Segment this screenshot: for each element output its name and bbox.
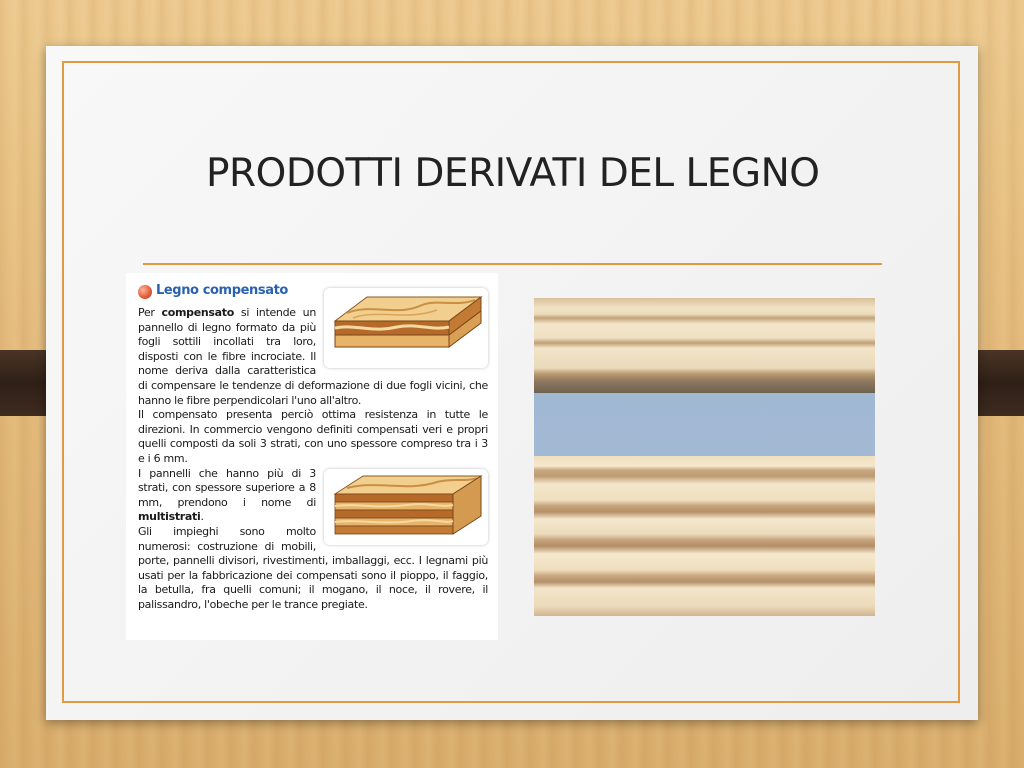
multilayer-plywood-image — [324, 469, 488, 545]
title-divider — [143, 263, 882, 265]
slide-title: PRODOTTI DERIVATI DEL LEGNO — [206, 151, 820, 196]
plywood-board-top — [534, 298, 875, 393]
textbook-heading-text: Legno compensato — [156, 283, 288, 299]
plywood-board-bottom — [534, 456, 875, 616]
textbook-excerpt — [126, 273, 498, 640]
p1-keyword: compensato — [161, 306, 235, 319]
p1-text-c: si intende un pannello di legno formato da più fogli sottili incollati tra loro, disposti con le fibre incrociate. Il nome deriva dalla caratteristica di compensare le tendenze di deformazione di due fogli vicini, che hanno le fibre perpendicolari l'uno all'altro. — [138, 306, 488, 407]
p3-text-a: I pannelli che hanno più di 3 strati, con spessore superiore a 8 mm, prendono i nome di — [138, 466, 316, 509]
three-layer-plywood-image — [324, 288, 488, 368]
heading-bullet-icon — [138, 285, 152, 299]
p3-keyword: multistrati — [138, 510, 201, 524]
slide — [46, 46, 978, 720]
p1-text-a: Per — [138, 306, 162, 319]
paragraph-4: Gli impieghi sono molto numerosi: costruzione di mobili, porte, pannelli divisori, rivestimenti, imballaggi, ecc. I legnami più usati per la fabbricazione dei compensati sono il pioppo, il faggio, la betulla, fra quelli comuni; il mogano, il noce, il rovere, il palissandro, l'obeche per le trance pregiate. — [138, 524, 488, 611]
paragraph-2: Il compensato presenta perciò ottima resistenza in tutte le direzioni. In commercio vengono definiti compensati veri e propri quelli composti da soli 3 strati, con uno spessore compreso tra i 3 e i 6 mm. — [138, 408, 488, 465]
plywood-photo — [534, 298, 875, 616]
plywood-3-layer-icon — [327, 291, 485, 365]
p3-text-c: . — [200, 510, 204, 524]
plywood-multilayer-icon — [327, 472, 485, 542]
